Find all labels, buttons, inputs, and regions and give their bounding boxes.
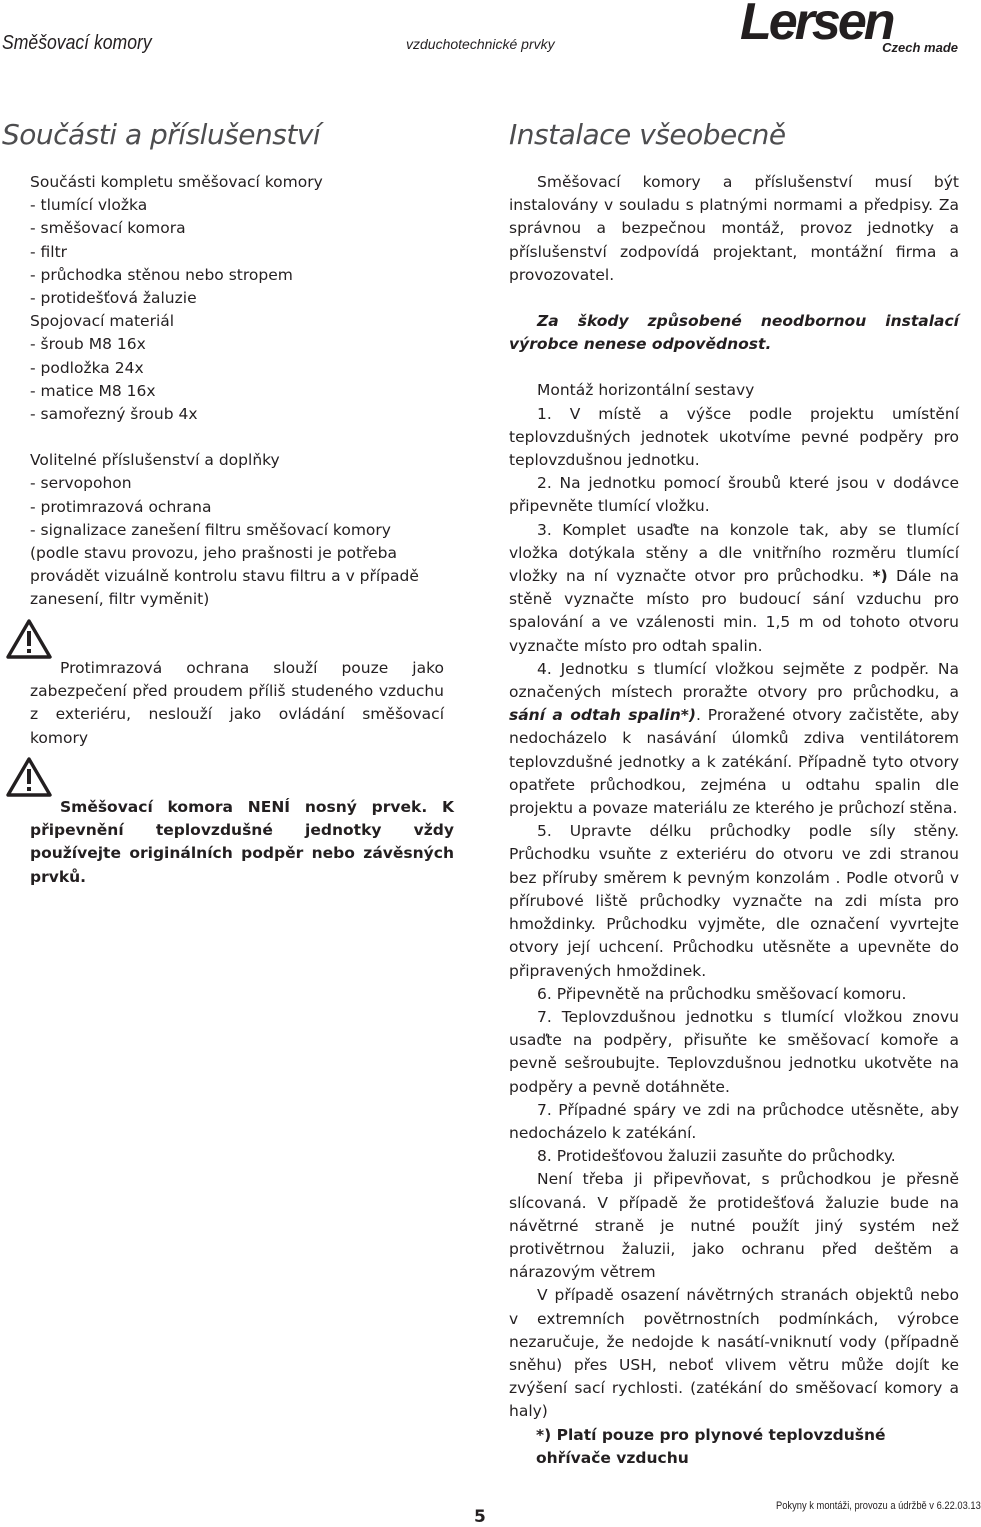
- emphasis: sání a odtah spalin*): [509, 706, 696, 725]
- step-1: 1. V místě a výšce podle projektu umístění teplovzdušných jednotek ukotvíme pevné podpěry pro teplovzdušnou jednotku.: [509, 404, 959, 470]
- list-item: - matice M8 16x: [30, 381, 156, 400]
- step-8: 8. Protidešťovou žaluzii zasuňte do průchodky.: [537, 1147, 896, 1166]
- installation-text: [509, 171, 959, 1424]
- list-item: - protimrazová ochrana: [30, 497, 212, 516]
- warning-frost-protection: Protimrazová ochrana slouží pouze jako zabezpečení před proudem příliš studeného vzduchu z exteriéru, neslouží jako ovládání směšovací komory: [30, 659, 444, 747]
- step-7a: 7. Teplovzdušnou jednotku s tlumící vložkou znovu usaďte na podpěry, přisuňte ke směšovací komoře a pevně sešroubujte. Teplovzdušnou jednotku ukotvěte na podpěry a pevně dotáhněte.: [509, 1007, 959, 1096]
- louvre-note: Není třeba ji připevňovat, s průchodkou je přesně slícovaná. V případě že protidešťová žaluzie bude na návětrné straně je nutné použít jiný systém než protivětrnou žaluzii, jako ochranu před deštěm a nárazovým větrem: [509, 1170, 959, 1282]
- intro-paragraph: Směšovací komory a příslušenství musí být instalovány v souladu s platnými normami a předpisy. Za správnou a bezpečnou montáž, provoz jednotky a příslušenství zodpovídá projektant, montážní firma a provozovatel.: [509, 173, 959, 284]
- list-item: Součásti kompletu směšovací komory: [30, 173, 323, 191]
- section-title-components: Součásti a příslušenství: [2, 118, 321, 151]
- footnote-mark: *): [872, 567, 888, 586]
- liability-note: Za škody způsobené neodbornou instalací výrobce nenese odpovědnost.: [509, 312, 959, 354]
- list-item: - samořezný šroub 4x: [30, 405, 198, 424]
- warning-triangle-icon: [6, 756, 52, 798]
- warning-not-load-bearing: Směšovací komora NENÍ nosný prvek. K připevnění teplovzdušné jednotky vždy používejte originálních podpěr nebo závěsných prvků.: [30, 798, 454, 886]
- logo-wordmark: Lersen: [740, 0, 893, 51]
- list-item: - průchodka stěnou nebo stropem: [30, 265, 293, 284]
- list-item: Spojovací materiál: [30, 312, 175, 331]
- assembly-subtitle: Montáž horizontální sestavy: [537, 381, 755, 400]
- list-item: - signalizace zanešení filtru směšovací komory: [30, 520, 391, 539]
- step-7b: 7. Případné spáry ve zdi na průchodce utěsněte, aby nedocházelo k zatékání.: [509, 1100, 959, 1142]
- section-title-installation: Instalace všeobecně: [509, 118, 786, 151]
- list-item: - tlumící vložka: [30, 196, 148, 215]
- list-item: - podložka 24x: [30, 358, 144, 377]
- footer-doc-info: Pokyny k montáži, provozu a údržbě v 6.22.03.13: [776, 1500, 981, 1512]
- logo-tagline: Czech made: [882, 40, 958, 55]
- header-category: vzduchotechnické prvky: [406, 36, 555, 52]
- header-doc-title: Směšovací komory: [2, 32, 152, 54]
- step-4: 4. Jednotku s tlumící vložkou sejměte z podpěr. Na označených místech proražte otvory pro průchodku, a sání a odtah spalin*). Proražené otvory začistěte, aby nedocházelo k nasávání úlomků zdiva ventilátorem teplovzdušné jednotky a k zatékání. Případně tyto otvory opatřete průchodkou, zejména u odtahu spalin dle projektu a povaze materiálu ze kterého je průchozí stěna.: [509, 659, 959, 818]
- list-item: - protidešťová žaluzie: [30, 289, 197, 308]
- step-3: 3. Komplet usaďte na konzole tak, aby se tlumící vložka dotýkala stěny a dle vnitřního rozměru tlumící vložky na ní vyznačte otvor pro průchodku. *) Dále na stěně vyznačte místo pro budoucí sání vzduchu pro spalování a ve vzálenosti min. 1,5 m od tohoto otvoru vyznačte místo pro odtah spalin.: [509, 520, 959, 655]
- components-list: [30, 171, 444, 612]
- list-item: - servopohon: [30, 474, 132, 493]
- warning-triangle-icon: [6, 618, 52, 660]
- brand-logo: [740, 2, 960, 54]
- list-item: - filtr: [30, 242, 68, 261]
- list-item: - směšovací komora: [30, 219, 186, 238]
- windward-note: V případě osazení návětrných stranách objektů nebo v extremních povětrnostních podmínkách, výrobce nezaručuje, že nedojde k nasátí-vniknutí vody (případně sněhu) přes USH, neboť vlivem větru může dojít ke zvýšení sací rychlosti. (zatékání do směšovací komory a haly): [509, 1286, 959, 1421]
- list-item: - šroub M8 16x: [30, 335, 146, 354]
- footnote: *) Platí pouze pro plynové teplovzdušné ohřívače vzduchu: [536, 1426, 886, 1468]
- step-5: 5. Upravte délku průchodky podle síly stěny. Průchodku vsuňte z exteriéru do otvoru ve zdi stranou bez příruby směrem k pevným konzolám . Podle otvorů v přírubové liště průchodky vyznačte na zdi místa pro hmoždinky. Průchodku vyjměte, dle označení vyvrtejte otvory její uchcení. Průchodku utěsněte a upevněte do připravených hmoždinek.: [509, 822, 959, 980]
- page-number: 5: [474, 1507, 486, 1527]
- optional-note: (podle stavu provozu, jeho prašnosti je potřeba provádět vizuálně kontrolu stavu filtru a v případě zanesení, filtr vyměnit): [30, 544, 419, 609]
- step-2: 2. Na jednotku pomocí šroubů které jsou v dodávce připevněte tlumící vložku.: [509, 474, 959, 516]
- list-item: Volitelné příslušenství a doplňky: [30, 451, 280, 470]
- step-6: 6. Připevnětě na průchodku směšovací komoru.: [537, 984, 907, 1003]
